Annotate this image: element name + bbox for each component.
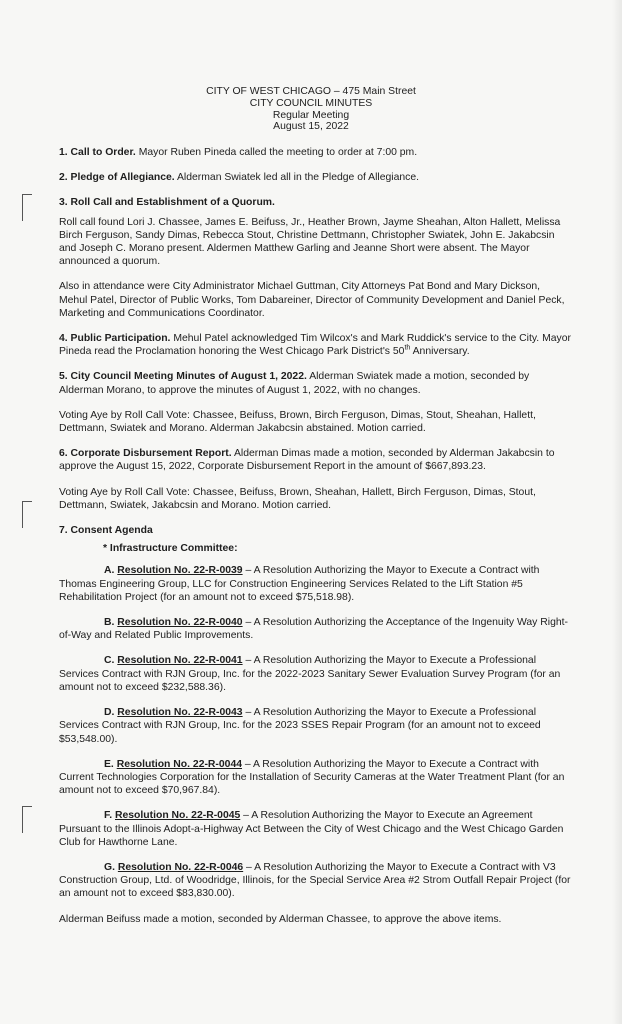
item-minutes	[59, 370, 571, 396]
disbursement-vote: Voting Aye by Roll Call Vote: Chassee, Beifuss, Brown, Sheahan, Hallett, Birch Ferguson, Dimas, Stout, Dettmann, Swiatek, Jakabcsin and Morano. Motion carried.	[59, 486, 536, 511]
binder-mark	[22, 806, 32, 833]
resolution-number: Resolution No. 22-R-0044	[116, 758, 243, 770]
resolution-number: Resolution No. 22-R-0045	[114, 810, 241, 822]
item-public-participation	[59, 332, 571, 358]
document-header	[0, 86, 622, 133]
item-title: 5. City Council Meeting Minutes of August 1, 2022.	[59, 371, 307, 383]
resolution-letter: G.	[104, 861, 115, 873]
scan-edge-shadow	[612, 0, 622, 1024]
resolution-letter: B.	[104, 617, 115, 629]
header-date: August 15, 2022	[273, 121, 349, 133]
item-title: 3. Roll Call and Establishment of a Quorum.	[59, 197, 275, 209]
resolution-letter: A.	[104, 565, 115, 577]
committee-title: * Infrastructure Committee:	[103, 543, 238, 555]
resolution-letter: F.	[104, 810, 113, 822]
minutes-vote: Voting Aye by Roll Call Vote: Chassee, Beifuss, Brown, Birch Ferguson, Dimas, Stout, Sheahan, Hallett, Dettmann, Swiatek and Morano. Alderman Jakabcsin abstained. Motion carried.	[59, 409, 536, 435]
item-title: 1. Call to Order.	[59, 147, 136, 158]
resolution-item	[59, 654, 571, 694]
superscript: th	[404, 344, 411, 352]
resolution-letter: E.	[104, 758, 114, 770]
item-text: Alderman Swiatek made a motion, seconded by Alderman Morano, to approve the minutes of August 1, 2022, with no changes.	[59, 371, 530, 396]
binder-mark	[22, 194, 32, 221]
item-text: Alderman Dimas made a motion, seconded by Alderman Jakabcsin to approve the August 15, 2022, Corporate Disbursement Report in the amount of $667,893.23.	[59, 448, 555, 473]
item-title: 7. Consent Agenda	[59, 525, 153, 537]
minutes-body	[59, 146, 571, 938]
resolution-item	[59, 861, 571, 901]
attendance-text: Also in attendance were City Administrator Michael Guttman, City Attorneys Pat Bond and Mary Dickson, Mehul Patel, Director of Public Works, Tom Dabareiner, Director of Community Development and Daniel Peck, Marketing and Communications Coordinator.	[59, 281, 565, 319]
item-title: 4. Public Participation.	[59, 333, 171, 345]
resolution-letter: D.	[104, 707, 115, 719]
resolution-letter: C.	[104, 655, 115, 667]
resolution-number: Resolution No. 22-R-0046	[117, 861, 244, 873]
resolution-item	[59, 758, 571, 798]
header-city-address: CITY OF WEST CHICAGO – 475 Main Street	[206, 86, 416, 97]
resolution-item	[59, 616, 571, 642]
resolution-text: – A Resolution Authorizing the Mayor to Execute a Contract with V3 Construction Group, Ltd. of Woodridge, Illinois, for the Special Service Area #2 Strom Outfall Repair Project (for an amount not to exceed $83,830.00).	[59, 861, 571, 900]
resolution-text: – A Resolution Authorizing the Mayor to Execute a Contract with Thomas Engineering Group, LLC for Construction Engineering Services Related to the Lift Station #5 Rehabilitation Project (for an amount not to exceed $75,518.98).	[59, 565, 540, 603]
item-text: Alderman Swiatek led all in the Pledge of Allegiance.	[174, 172, 420, 184]
item-text: Mayor Ruben Pineda called the meeting to order at 7:00 pm.	[135, 147, 418, 158]
resolution-item	[59, 564, 571, 604]
resolution-number: Resolution No. 22-R-0039	[117, 565, 243, 577]
item-text-end: Anniversary.	[410, 346, 470, 358]
item-title: 2. Pledge of Allegiance.	[59, 172, 175, 184]
item-title: 6. Corporate Disbursement Report.	[59, 448, 232, 460]
resolution-text: – A Resolution Authorizing the Mayor to Execute a Professional Services Contract with RJN Group, Inc. for the 2023 SSES Repair Program (for an amount not to exceed $53,548.00).	[59, 707, 541, 745]
header-meeting-type: Regular Meeting	[272, 109, 350, 121]
resolution-number: Resolution No. 22-R-0041	[117, 655, 243, 667]
resolution-number: Resolution No. 22-R-0040	[117, 617, 243, 629]
resolution-text: – A Resolution Authorizing the Mayor to Execute an Agreement Pursuant to the Illinois Adopt-a-Highway Act Between the City of West Chicago and the West Chicago Garden Club for Hawthorne Lane.	[59, 810, 564, 848]
resolution-text: – A Resolution Authorizing the Mayor to Execute a Contract with Current Technologies Corporation for the Installation of Security Cameras at the Water Treatment Plant (for an amount not to exceed $70,967.84).	[59, 758, 565, 797]
item-text: Mehul Patel acknowledged Tim Wilcox's and Mark Ruddick's service to the City. Mayor Pineda read the Proclamation honoring the West Chicago Park District's 50	[59, 333, 571, 358]
resolution-item	[59, 706, 571, 746]
item-call-to-order	[59, 146, 571, 159]
item-consent-agenda	[59, 524, 571, 537]
item-pledge	[59, 171, 571, 184]
resolution-text: – A Resolution Authorizing the Mayor to Execute a Professional Services Contract with RJN Group, Inc. for the 2022-2023 Sanitary Sewer Evaluation Survey Program (for an amount not to exceed $232,588.36).	[59, 655, 561, 693]
roll-call-text: Roll call found Lori J. Chassee, James E. Beifuss, Jr., Heather Brown, Jayme Sheahan, Alton Hallett, Melissa Birch Ferguson, Sandy Dimas, Rebecca Stout, Christine Dettmann, Christopher Swiatek, John E. Jakabcsin and Joseph C. Morano present. Aldermen Matthew Garling and Jeanne Short were absent. The Mayor announced a quorum.	[59, 216, 561, 268]
resolution-text: – A Resolution Authorizing the Acceptance of the Ingenuity Way Right-of-Way and Related Public Improvements.	[59, 617, 568, 642]
item-disbursement	[59, 447, 571, 473]
binder-mark	[22, 501, 32, 528]
item-roll-call-title	[59, 196, 571, 209]
consent-motion: Alderman Beifuss made a motion, seconded by Alderman Chassee, to approve the above items.	[59, 913, 502, 925]
header-title: CITY COUNCIL MINUTES	[249, 97, 373, 109]
committee-heading	[59, 542, 571, 555]
resolution-item	[59, 809, 571, 849]
resolution-number: Resolution No. 22-R-0043	[117, 707, 243, 719]
